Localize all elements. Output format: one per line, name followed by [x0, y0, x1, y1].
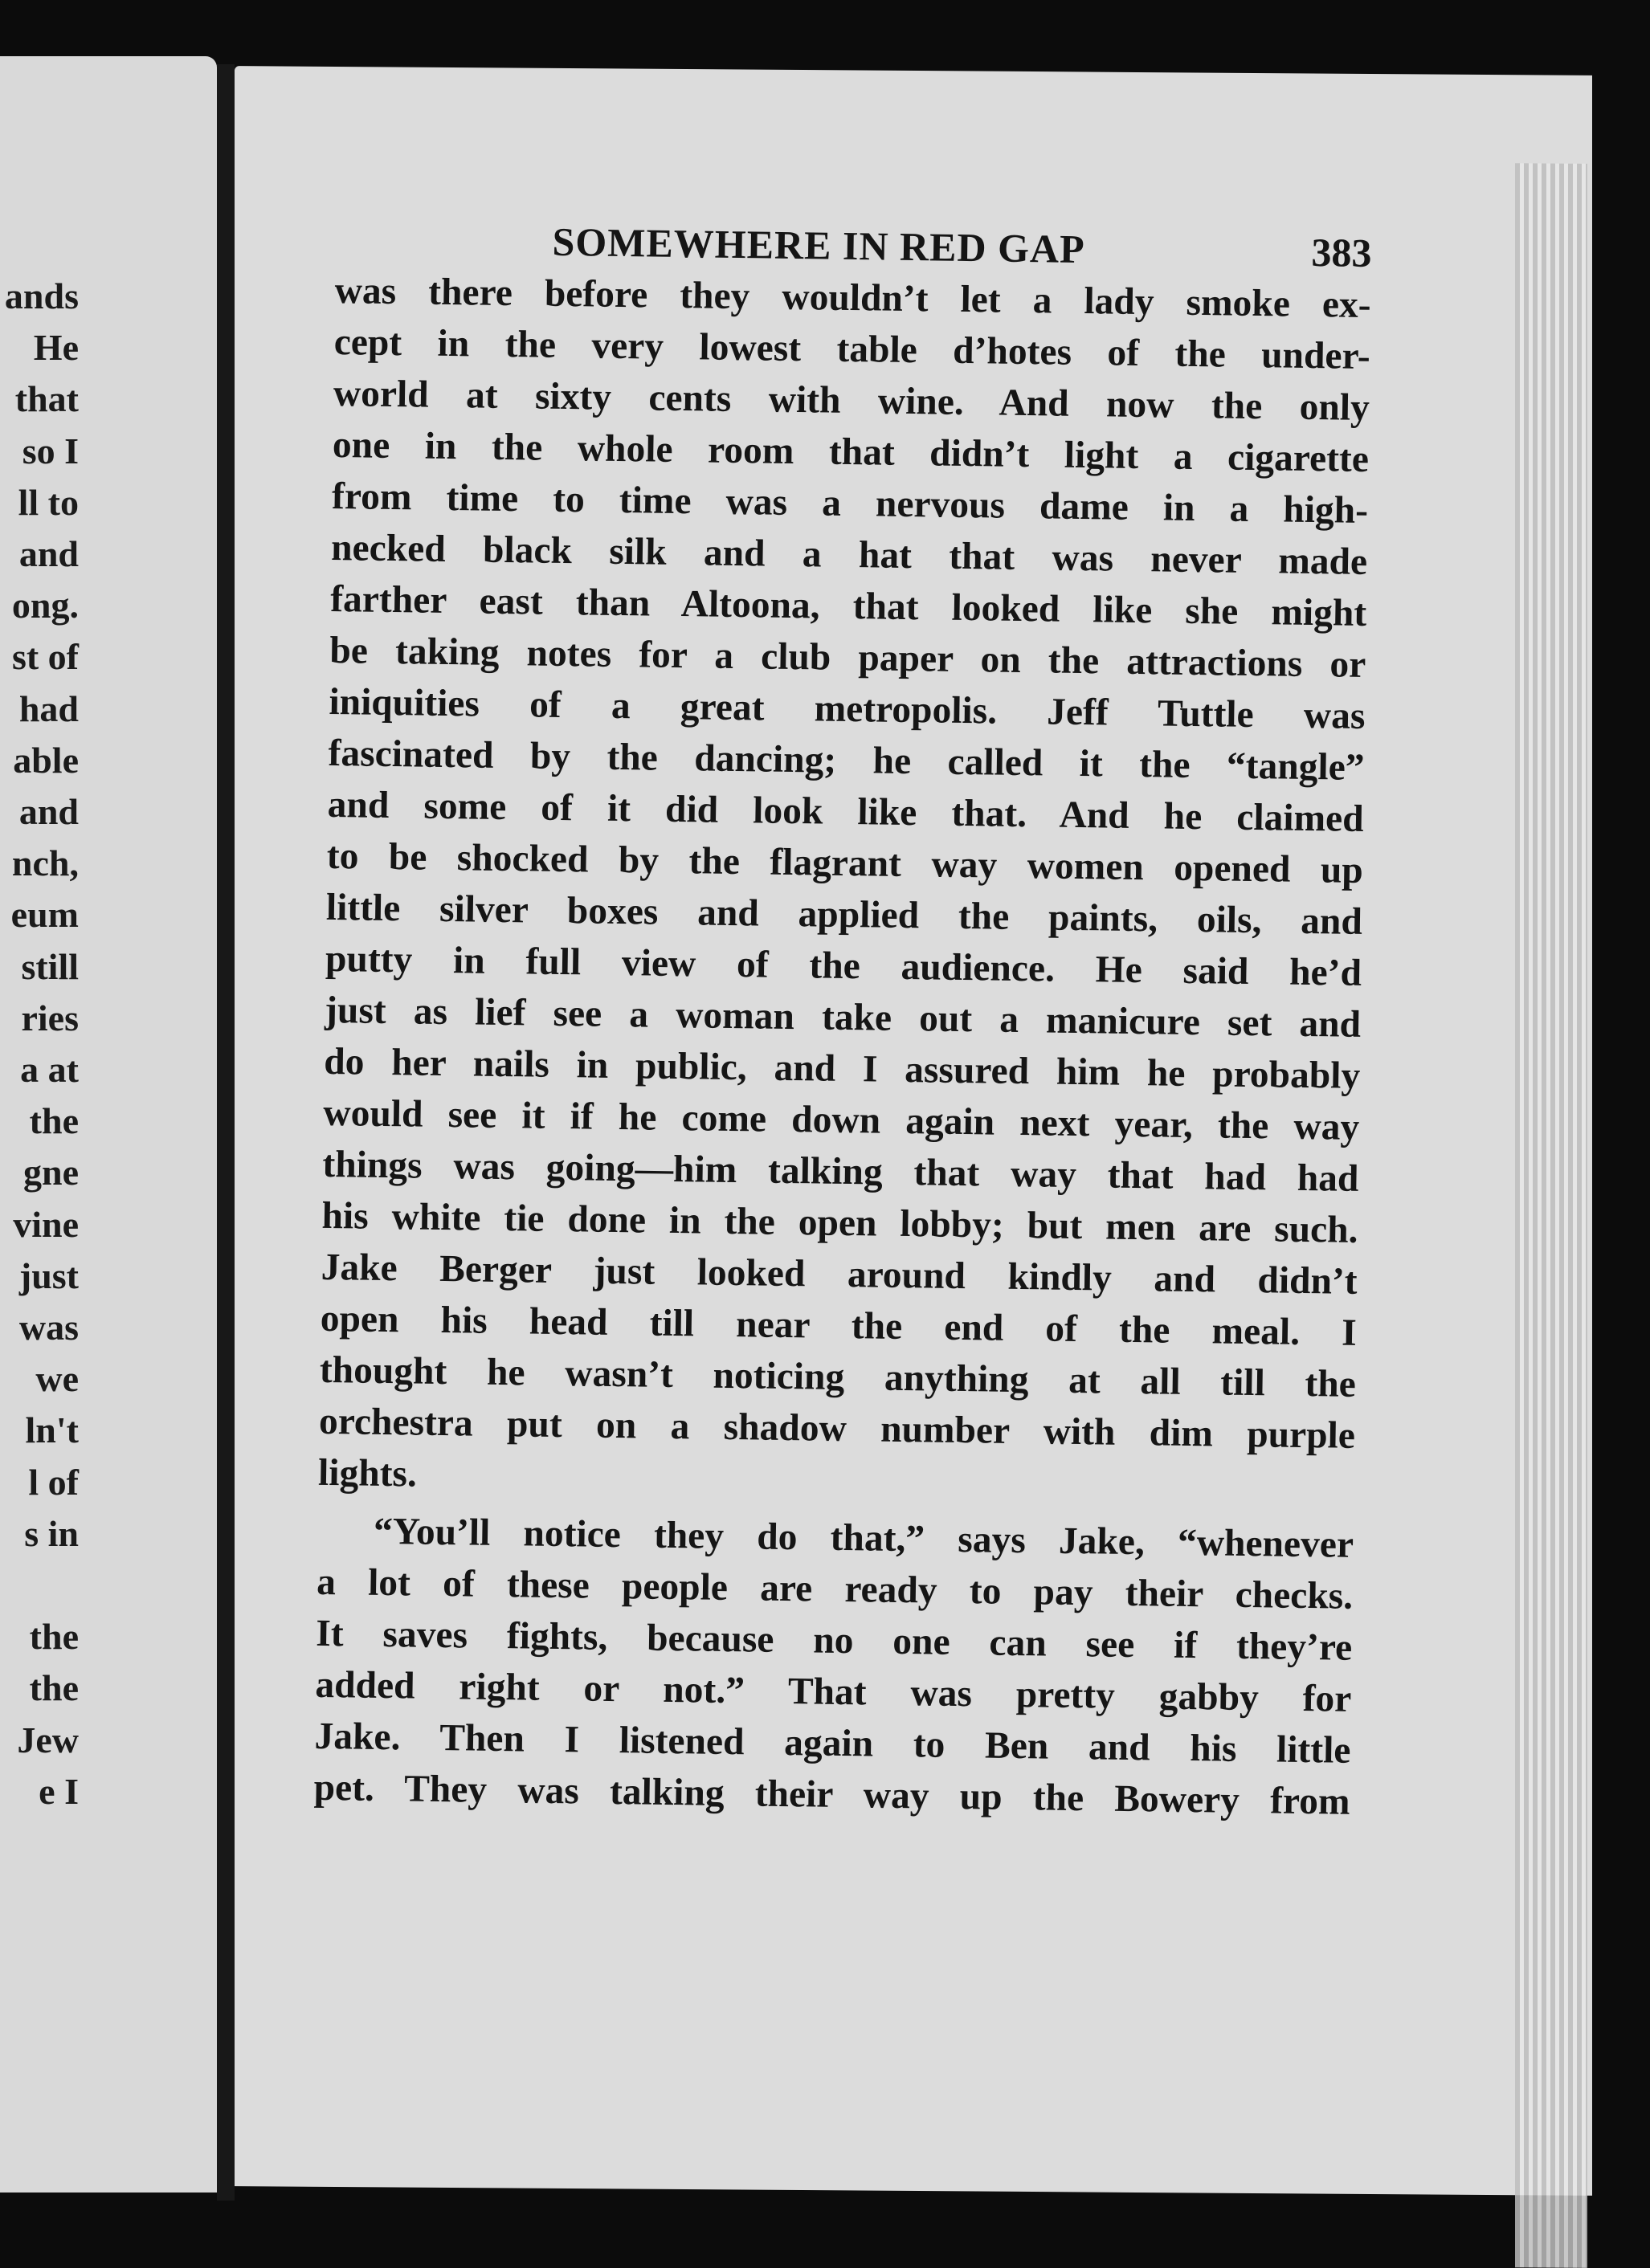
paragraph	[313, 1505, 1354, 1828]
text-line: thought he wasn’t noticing anything at all till the	[319, 1348, 1357, 1405]
text-line: would see it if he come down again next year, the way	[323, 1091, 1360, 1148]
text-line: little silver boxes and applied the paints, oils, and	[325, 886, 1363, 943]
running-head: SOMEWHERE IN RED GAP	[552, 218, 1086, 272]
left-page-line-fragment: and	[18, 533, 79, 574]
text-line: cept in the very lowest table d’hotes of the under-	[333, 320, 1371, 377]
left-page-line-fragment: and	[18, 791, 79, 832]
left-page-line-fragment: s in	[24, 1512, 79, 1554]
left-page-line-fragment: able	[13, 739, 79, 781]
left-page-line-fragment: that	[14, 378, 79, 420]
left-page-line-fragment: just	[18, 1254, 79, 1296]
text-line: added right or not.” That was pretty gabby for	[315, 1663, 1352, 1720]
left-page-line-fragment: still	[21, 945, 79, 987]
text-line: iniquities of a great metropolis. Jeff Tuttle was	[329, 680, 1366, 737]
facing-page-left	[0, 56, 217, 2193]
text-line: his white tie done in the open lobby; but men are such.	[321, 1194, 1358, 1251]
text-line: world at sixty cents with wine. And now the only	[333, 372, 1370, 429]
text-line: just as lief see a woman take out a manicure set and	[324, 989, 1362, 1046]
text-line: lights.	[317, 1451, 418, 1495]
left-page-line-fragment: vine	[13, 1203, 79, 1245]
page-text-block	[313, 215, 1372, 1828]
left-page-line-fragment: ll to	[18, 481, 79, 523]
left-page-line-fragment: a at	[20, 1049, 79, 1090]
text-line: from time to time was a nervous dame in a high-	[331, 475, 1369, 532]
text-line: do her nails in public, and I assured him he probably	[323, 1040, 1361, 1097]
text-line: farther east than Altoona, that looked like she might	[329, 577, 1367, 634]
left-page-line-fragment: Jew	[17, 1719, 79, 1760]
text-line: a lot of these people are ready to pay their checks.	[316, 1560, 1354, 1617]
text-line: things was going—him talking that way that had had	[322, 1143, 1359, 1200]
text-line: and some of it did look like that. And he claimed	[327, 783, 1364, 840]
page-edges	[1515, 163, 1587, 2268]
text-line: “You’ll notice they do that,” says Jake, “whenever	[373, 1510, 1354, 1566]
text-line: be taking notes for a club paper on the attractions or	[329, 629, 1366, 686]
left-page-line-fragment: ln't	[25, 1409, 79, 1451]
text-line: one in the whole room that didn’t light a cigarette	[332, 423, 1370, 480]
left-page-line-fragment: ong.	[11, 585, 79, 626]
left-page-line-fragment: had	[18, 687, 79, 729]
text-line: fascinated by the dancing; he called it the “tangle”	[328, 732, 1365, 789]
text-line: open his head till near the end of the meal. I	[320, 1297, 1358, 1354]
text-line: orchestra put on a shadow number with dim purple	[318, 1400, 1356, 1457]
left-page-line-fragment: the	[29, 1616, 79, 1658]
text-line: Jake. Then I listened again to Ben and his little	[314, 1715, 1351, 1772]
page-number: 383	[1311, 229, 1372, 276]
left-page-line-fragment: l of	[28, 1461, 79, 1503]
paragraph	[318, 265, 1371, 1513]
book-spine	[217, 64, 235, 2201]
body-text	[313, 265, 1371, 1828]
left-page-line-fragment: He	[33, 327, 79, 369]
text-line: Jake Berger just looked around kindly and didn’t	[321, 1246, 1358, 1303]
left-page-line-fragment: ands	[4, 275, 79, 316]
left-page-line-fragment: the	[29, 1100, 79, 1142]
left-page-line-fragment: so I	[22, 430, 79, 471]
left-page-line-fragment: was	[18, 1307, 79, 1348]
left-page-line-fragment: we	[35, 1358, 79, 1400]
left-page-line-fragment: ries	[21, 997, 79, 1038]
left-page-line-fragment: the	[29, 1667, 79, 1709]
left-page-line-fragment: e I	[39, 1770, 79, 1812]
text-line: necked black silk and a hat that was never made	[330, 526, 1368, 583]
left-page-line-fragment: st of	[11, 636, 79, 678]
text-line: It saves fights, because no one can see if they’re	[315, 1612, 1353, 1669]
left-page-line-fragment: gne	[23, 1152, 79, 1193]
text-line: was there before they wouldn’t let a lady smoke ex-	[334, 269, 1371, 326]
left-page-line-fragment: nch,	[11, 842, 79, 884]
text-line: to be shocked by the flagrant way women opened up	[326, 834, 1364, 891]
text-line: pet. They was talking their way up the Bowery from	[313, 1766, 1350, 1823]
text-line: putty in full view of the audience. He said he’d	[325, 937, 1362, 994]
left-page-line-fragment: eum	[10, 894, 79, 936]
